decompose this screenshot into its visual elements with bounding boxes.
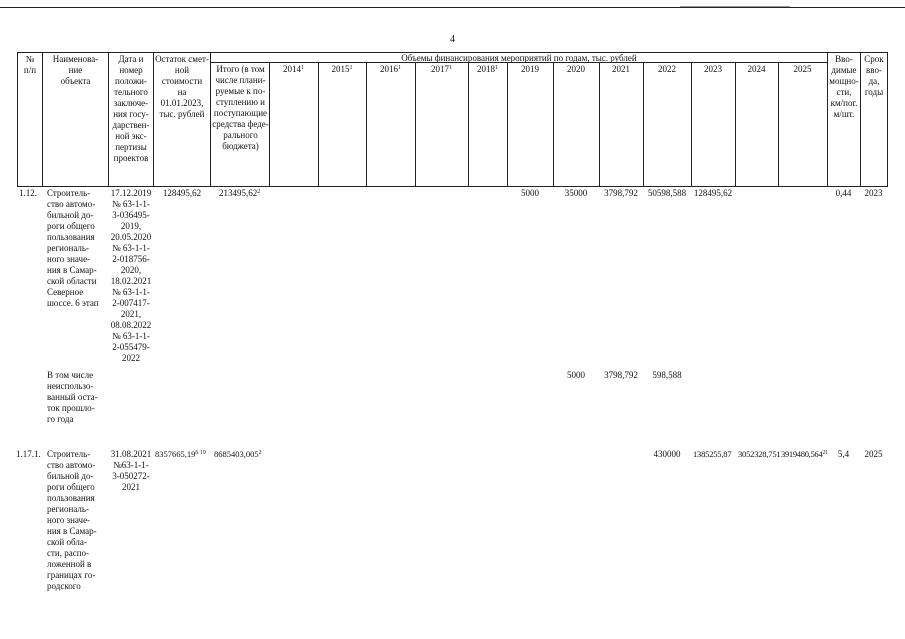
col-border — [643, 62, 644, 187]
top-border-line-secondary — [680, 6, 790, 7]
header-col-name: Наименова- ние объекта — [52, 54, 99, 86]
header-year-footnote: 1 — [301, 65, 304, 71]
header-year-label: 2021 — [612, 64, 630, 74]
header-year-2018 — [468, 64, 507, 75]
header-year-label: 2025 — [793, 64, 812, 74]
header-col-remaining-cost: Остаток смет- ной стоимости на 01.01.2023, тыс. рублей — [155, 54, 209, 119]
header-year-2021 — [599, 64, 643, 75]
header-year-2025 — [778, 64, 827, 75]
col-border — [210, 52, 211, 187]
col-border — [887, 52, 888, 187]
header-year-2020 — [553, 64, 599, 75]
header-year-footnote: 1 — [349, 65, 353, 71]
header-year-label: 2020 — [567, 64, 585, 74]
row-total-cell — [219, 188, 260, 199]
row-expertise-info: 17.12.2019 № 63-1-1- 3-036495- 2019, 20.05.2020 № 63-1-1- 2-018756- 2020, 18.02.2021 № 63-1-1- 2-007417- 2021, 08.08.2022 № 63-1-1- 2-055479- 2022 — [110, 188, 152, 363]
row-value-2023: 1385255,87 — [693, 449, 732, 459]
header-year-2023 — [691, 64, 735, 75]
row-value-2020: 35000 — [564, 188, 588, 198]
header-year-label: 2022 — [658, 64, 676, 74]
header-year-2024 — [735, 64, 778, 75]
header-year-2014 — [269, 64, 318, 75]
row-value-2019: 5000 — [521, 188, 539, 198]
row-remaining-cost-cell — [155, 449, 206, 460]
row-value-2025-footnote: 21 — [822, 450, 828, 456]
row-term: 2025 — [864, 449, 883, 459]
col-border — [269, 62, 270, 187]
row-total: 8685403,005 — [214, 449, 259, 459]
subrow-value-2021: 3798,792 — [604, 370, 638, 380]
top-border-line — [0, 7, 905, 8]
header-funding-group: Объемы финансирования мероприятий по годам, тыс. рублей — [401, 53, 637, 63]
header-col-capacity: Вво- димые мощно- сти, км/пог. м/шт. — [829, 54, 859, 119]
col-border — [507, 62, 508, 187]
row-total: 213495,62 — [219, 188, 258, 198]
row-value-2025: 3919480,564 — [781, 449, 823, 459]
row-number: 1.12. — [19, 188, 37, 198]
header-year-footnote: 1 — [495, 65, 498, 71]
col-border — [468, 62, 469, 187]
col-border — [415, 62, 416, 187]
col-border — [599, 62, 600, 187]
col-border — [553, 62, 554, 187]
page-number: 4 — [450, 34, 455, 45]
row-value-2022: 50598,588 — [647, 188, 687, 198]
header-year-label: 2018 — [477, 64, 495, 74]
col-border — [318, 62, 319, 187]
subrow-value-2022: 598,588 — [652, 370, 682, 380]
header-year-label: 2017 — [431, 64, 449, 74]
header-year-2019 — [507, 64, 553, 75]
header-year-2017 — [415, 64, 468, 75]
header-bottom-border — [17, 186, 887, 187]
header-year-label: 2014 — [283, 64, 301, 74]
row-value-2023: 128495,62 — [693, 188, 733, 198]
subrow-label: В том числе неиспользо- ванный оста- ток прошло- го года — [47, 370, 98, 424]
row-value-2021: 3798,792 — [604, 188, 638, 198]
header-year-label: 2019 — [521, 64, 539, 74]
header-year-label: 2016 — [380, 64, 398, 74]
row-value-2025-cell — [781, 449, 828, 460]
row-number: 1.17.1. — [16, 449, 41, 459]
row-value-2024: 3052328,751 — [738, 449, 781, 459]
header-year-label: 2023 — [704, 64, 722, 74]
row-capacity: 5,4 — [837, 449, 850, 459]
row-capacity: 0,44 — [835, 188, 852, 198]
col-border — [691, 62, 692, 187]
row-value-2022: 430000 — [653, 449, 681, 459]
header-col-number: № п/п — [23, 54, 37, 75]
subrow-value-2020: 5000 — [567, 370, 585, 380]
header-col-total: Итого (в том числе плани- руемые к по- ступлению и поступающие средства феде- рального бюджета) — [212, 64, 269, 151]
row-total-cell — [214, 449, 262, 460]
header-year-label: 2024 — [747, 64, 766, 74]
row-remaining-cost: 128495,62 — [162, 188, 202, 198]
header-year-footnote: 1 — [449, 65, 452, 71]
row-remaining-cost: 8357665,19 — [155, 449, 196, 459]
row-object-name: Строитель- ство автомо- бильной до- роги общего пользования региональ- ного значе- ния в Самар- ской обла- сти, распо- ложенной в границах го- родского — [47, 449, 97, 591]
row-remaining-footnote: 6 19 — [195, 450, 206, 456]
header-year-label: 2015 — [331, 64, 350, 74]
header-col-expertise: Дата и номер положи- тельного заключе- ния госу- дарствен- ной экс- пертизы проектов — [112, 54, 150, 163]
row-object-name: Строитель- ство автомо- бильной до- роги общего пользования региональ- ного значе- ния в Самар- ской области Северное шоссе. 6 этап — [47, 188, 99, 308]
header-year-2015 — [318, 64, 366, 75]
row-term: 2023 — [864, 188, 883, 198]
header-year-2022 — [643, 64, 691, 75]
header-year-2016 — [366, 64, 415, 75]
col-border — [366, 62, 367, 187]
header-year-footnote: 1 — [398, 65, 401, 71]
header-col-term: Срок вво- да, годы — [864, 54, 884, 97]
row-total-footnote: 2 — [258, 450, 262, 456]
col-border — [778, 62, 779, 187]
row-total-footnote: 2 — [257, 189, 261, 195]
col-border — [735, 62, 736, 187]
row-expertise-info: 31.08.2021 №63-1-1- 3-050272- 2021 — [110, 449, 152, 492]
